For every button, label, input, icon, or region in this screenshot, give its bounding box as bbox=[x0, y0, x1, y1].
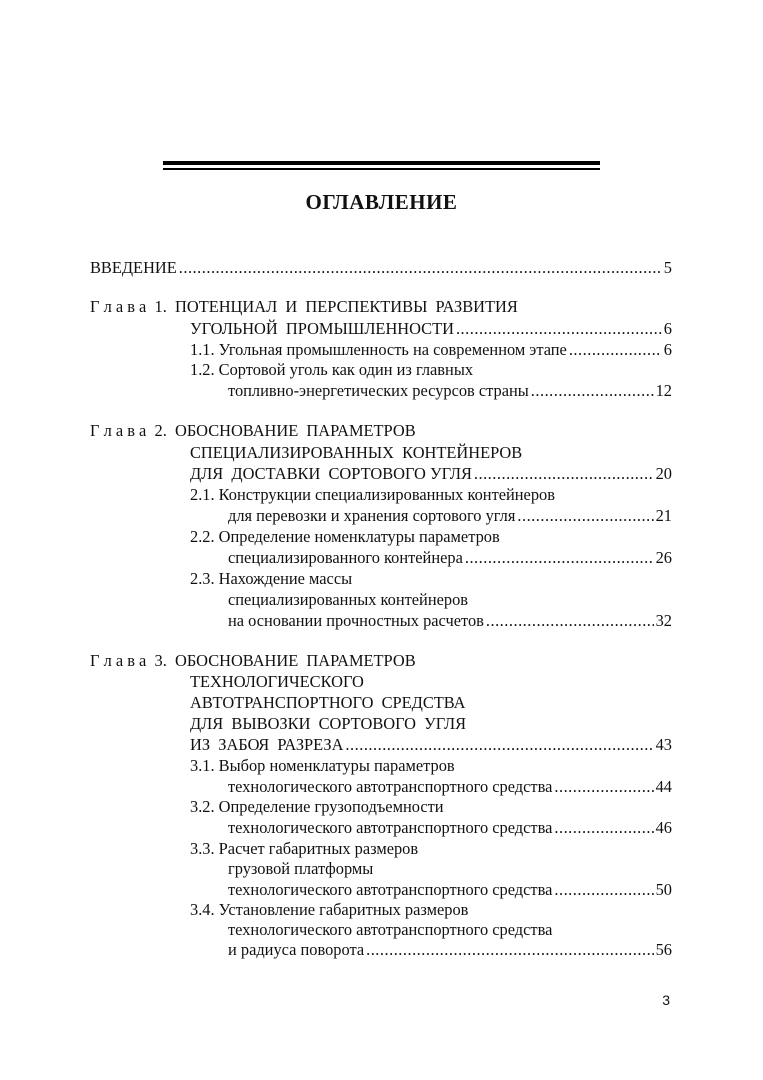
dot-leader bbox=[345, 735, 653, 755]
toc-entry-introduction: ВВЕДЕНИЕ ..... 5 bbox=[90, 258, 672, 278]
dot-leader bbox=[569, 340, 662, 360]
top-rule-thick bbox=[163, 161, 600, 165]
toc-section-3-4-cont: технологического автотранспортного средства bbox=[228, 920, 553, 939]
dot-leader bbox=[456, 319, 662, 339]
toc-section-2-3-cont: специализированных контейнеров bbox=[228, 590, 469, 609]
dot-leader bbox=[465, 548, 654, 568]
dot-leader bbox=[531, 381, 654, 401]
toc-chapter-1-heading: Г л а в а 1. ПОТЕНЦИАЛ И ПЕРСПЕКТИВЫ РАЗВИТИЯ bbox=[90, 297, 518, 316]
page-number: 3 bbox=[662, 992, 670, 1008]
dot-leader bbox=[554, 777, 653, 797]
toc-section-1-2-cont: топливно-энергетических ресурсов страны ..... 12 bbox=[228, 381, 672, 401]
toc-section-1-2: 1.2. Сортовой уголь как один из главных bbox=[190, 360, 474, 379]
toc-section-3-4: 3.4. Установление габаритных размеров bbox=[190, 900, 469, 919]
toc-chapter-3-heading-cont: ТЕХНОЛОГИЧЕСКОГО bbox=[190, 672, 364, 691]
toc-chapter-2-heading: Г л а в а 2. ОБОСНОВАНИЕ ПАРАМЕТРОВ bbox=[90, 421, 416, 440]
toc-section-2-3-cont: на основании прочностных расчетов ..... 32 bbox=[228, 611, 672, 631]
toc-section-3-2: 3.2. Определение грузоподъемности bbox=[190, 797, 444, 816]
toc-section-1-1: 1.1. Угольная промышленность на современном этапе ..... 6 bbox=[190, 340, 672, 360]
toc-section-2-3: 2.3. Нахождение массы bbox=[190, 569, 353, 588]
toc-section-3-3: 3.3. Расчет габаритных размеров bbox=[190, 839, 419, 858]
toc-section-2-2: 2.2. Определение номенклатуры параметров bbox=[190, 527, 500, 546]
page-title: ОГЛАВЛЕНИЕ bbox=[305, 190, 458, 214]
dot-leader bbox=[554, 880, 653, 900]
toc-section-3-1-cont: технологического автотранспортного средства ..... 44 bbox=[228, 777, 672, 797]
toc-chapter-3-heading: Г л а в а 3. ОБОСНОВАНИЕ ПАРАМЕТРОВ bbox=[90, 651, 416, 670]
toc-section-3-1: 3.1. Выбор номенклатуры параметров bbox=[190, 756, 455, 775]
toc-chapter-1-heading-cont: УГОЛЬНОЙ ПРОМЫШЛЕННОСТИ ..... 6 bbox=[190, 319, 672, 339]
dot-leader bbox=[517, 506, 653, 526]
toc-chapter-3-heading-cont: ДЛЯ ВЫВОЗКИ СОРТОВОГО УГЛЯ bbox=[190, 714, 467, 733]
toc-section-3-2-cont: технологического автотранспортного средства ..... 46 bbox=[228, 818, 672, 838]
dot-leader bbox=[554, 818, 653, 838]
toc-chapter-3-heading-cont: ИЗ ЗАБОЯ РАЗРЕЗА ..... 43 bbox=[190, 735, 672, 755]
toc-section-3-3-cont: технологического автотранспортного средства ..... 50 bbox=[228, 880, 672, 900]
top-rule-thin bbox=[163, 168, 600, 170]
toc-chapter-3-heading-cont: АВТОТРАНСПОРТНОГО СРЕДСТВА bbox=[190, 693, 466, 712]
toc-section-2-1: 2.1. Конструкции специализированных контейнеров bbox=[190, 485, 555, 504]
dot-leader bbox=[474, 464, 654, 484]
toc-section-2-2-cont: специализированного контейнера ..... 26 bbox=[228, 548, 672, 568]
toc-chapter-2-heading-cont: СПЕЦИАЛИЗИРОВАННЫХ КОНТЕЙНЕРОВ bbox=[190, 443, 523, 462]
dot-leader bbox=[366, 940, 654, 960]
toc-chapter-2-heading-cont: ДЛЯ ДОСТАВКИ СОРТОВОГО УГЛЯ ..... 20 bbox=[190, 464, 672, 484]
dot-leader bbox=[179, 258, 662, 278]
toc-section-2-1-cont: для перевозки и хранения сортового угля ..... 21 bbox=[228, 506, 672, 526]
toc-section-3-3-cont: грузовой платформы bbox=[228, 859, 374, 878]
dot-leader bbox=[486, 611, 654, 631]
toc-section-3-4-cont: и радиуса поворота ..... 56 bbox=[228, 940, 672, 960]
